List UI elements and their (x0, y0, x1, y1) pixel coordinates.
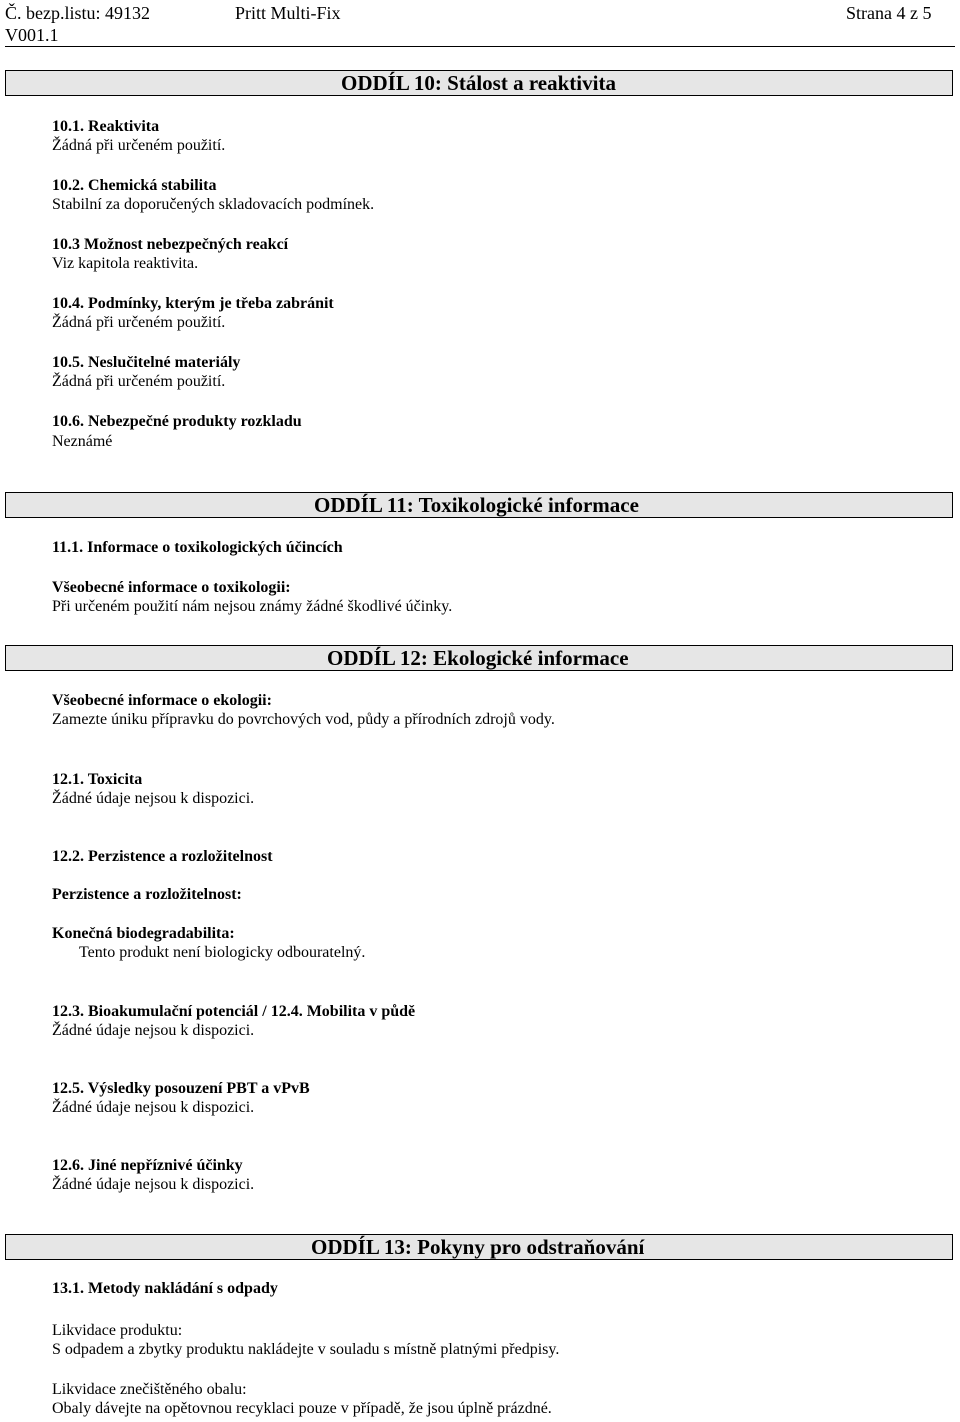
sds-number: Č. bezp.listu: 49132 (5, 3, 150, 23)
section-13-title: ODDÍL 13: Pokyny pro odstraňování (311, 1235, 645, 1259)
section-10-4-text: Žádná při určeném použití. (52, 314, 226, 331)
section-12-3-text: Žádné údaje nejsou k dispozici. (52, 1022, 255, 1039)
section-10-6-text: Neznámé (52, 433, 113, 450)
persistence-label: Perzistence a rozložitelnost: (52, 886, 242, 903)
section-10-1-text: Žádná při určeném použití. (52, 137, 226, 154)
product-disposal-text: S odpadem a zbytky produktu nakládejte v souladu s místně platnými předpisy. (52, 1341, 560, 1358)
section-10-3-heading: 10.3 Možnost nebezpečných reakcí (52, 236, 289, 253)
section-12-5-heading: 12.5. Výsledky posouzení PBT a vPvB (52, 1080, 310, 1097)
section-12-1-heading: 12.1. Toxicita (52, 771, 143, 788)
section-13-1-heading: 13.1. Metody nakládání s odpady (52, 1280, 278, 1297)
packaging-disposal-text: Obaly dávejte na opětovnou recyklaci pouze v případě, že jsou úplně prázdné. (52, 1400, 552, 1417)
page-number: Strana 4 z 5 (846, 3, 932, 23)
section-10-title: ODDÍL 10: Stálost a reaktivita (341, 71, 616, 95)
section-10-1-heading: 10.1. Reaktivita (52, 118, 160, 135)
section-12-5-text: Žádné údaje nejsou k dispozici. (52, 1099, 255, 1116)
toxicology-general-label: Všeobecné informace o toxikologii: (52, 579, 291, 596)
section-10-2-heading: 10.2. Chemická stabilita (52, 177, 217, 194)
toxicology-general-text: Při určeném použití nám nejsou známy žádné škodlivé účinky. (52, 598, 453, 615)
section-10-6-heading: 10.6. Nebezpečné produkty rozkladu (52, 413, 302, 430)
section-12-title: ODDÍL 12: Ekologické informace (327, 646, 629, 670)
biodegradability-label: Konečná biodegradabilita: (52, 925, 235, 942)
section-10-5-text: Žádná při určeném použití. (52, 373, 226, 390)
version: V001.1 (5, 25, 59, 45)
section-12-1-text: Žádné údaje nejsou k dispozici. (52, 790, 255, 807)
biodegradability-text: Tento produkt není biologicky odbouratelný. (79, 944, 366, 961)
ecology-general-text: Zamezte úniku přípravku do povrchových vod, půdy a přírodních zdrojů vody. (52, 711, 555, 728)
section-10-2-text: Stabilní za doporučených skladovacích podmínek. (52, 196, 375, 213)
section-12-6-heading: 12.6. Jiné nepříznivé účinky (52, 1157, 243, 1174)
packaging-disposal-label: Likvidace znečištěného obalu: (52, 1381, 247, 1398)
section-11-1-heading: 11.1. Informace o toxikologických účincích (52, 539, 343, 556)
section-10-5-heading: 10.5. Neslučitelné materiály (52, 354, 241, 371)
section-12-2-heading: 12.2. Perzistence a rozložitelnost (52, 848, 273, 865)
section-10-4-heading: 10.4. Podmínky, kterým je třeba zabránit (52, 295, 334, 312)
section-11-title: ODDÍL 11: Toxikologické informace (314, 493, 639, 517)
product-name: Pritt Multi-Fix (235, 3, 341, 23)
product-disposal-label: Likvidace produktu: (52, 1322, 183, 1339)
section-10-3-text: Viz kapitola reaktivita. (52, 255, 199, 272)
section-12-3-heading: 12.3. Bioakumulační potenciál / 12.4. Mobilita v půdě (52, 1003, 416, 1020)
ecology-general-label: Všeobecné informace o ekologii: (52, 692, 272, 709)
section-12-6-text: Žádné údaje nejsou k dispozici. (52, 1176, 255, 1193)
header-divider (5, 46, 955, 47)
